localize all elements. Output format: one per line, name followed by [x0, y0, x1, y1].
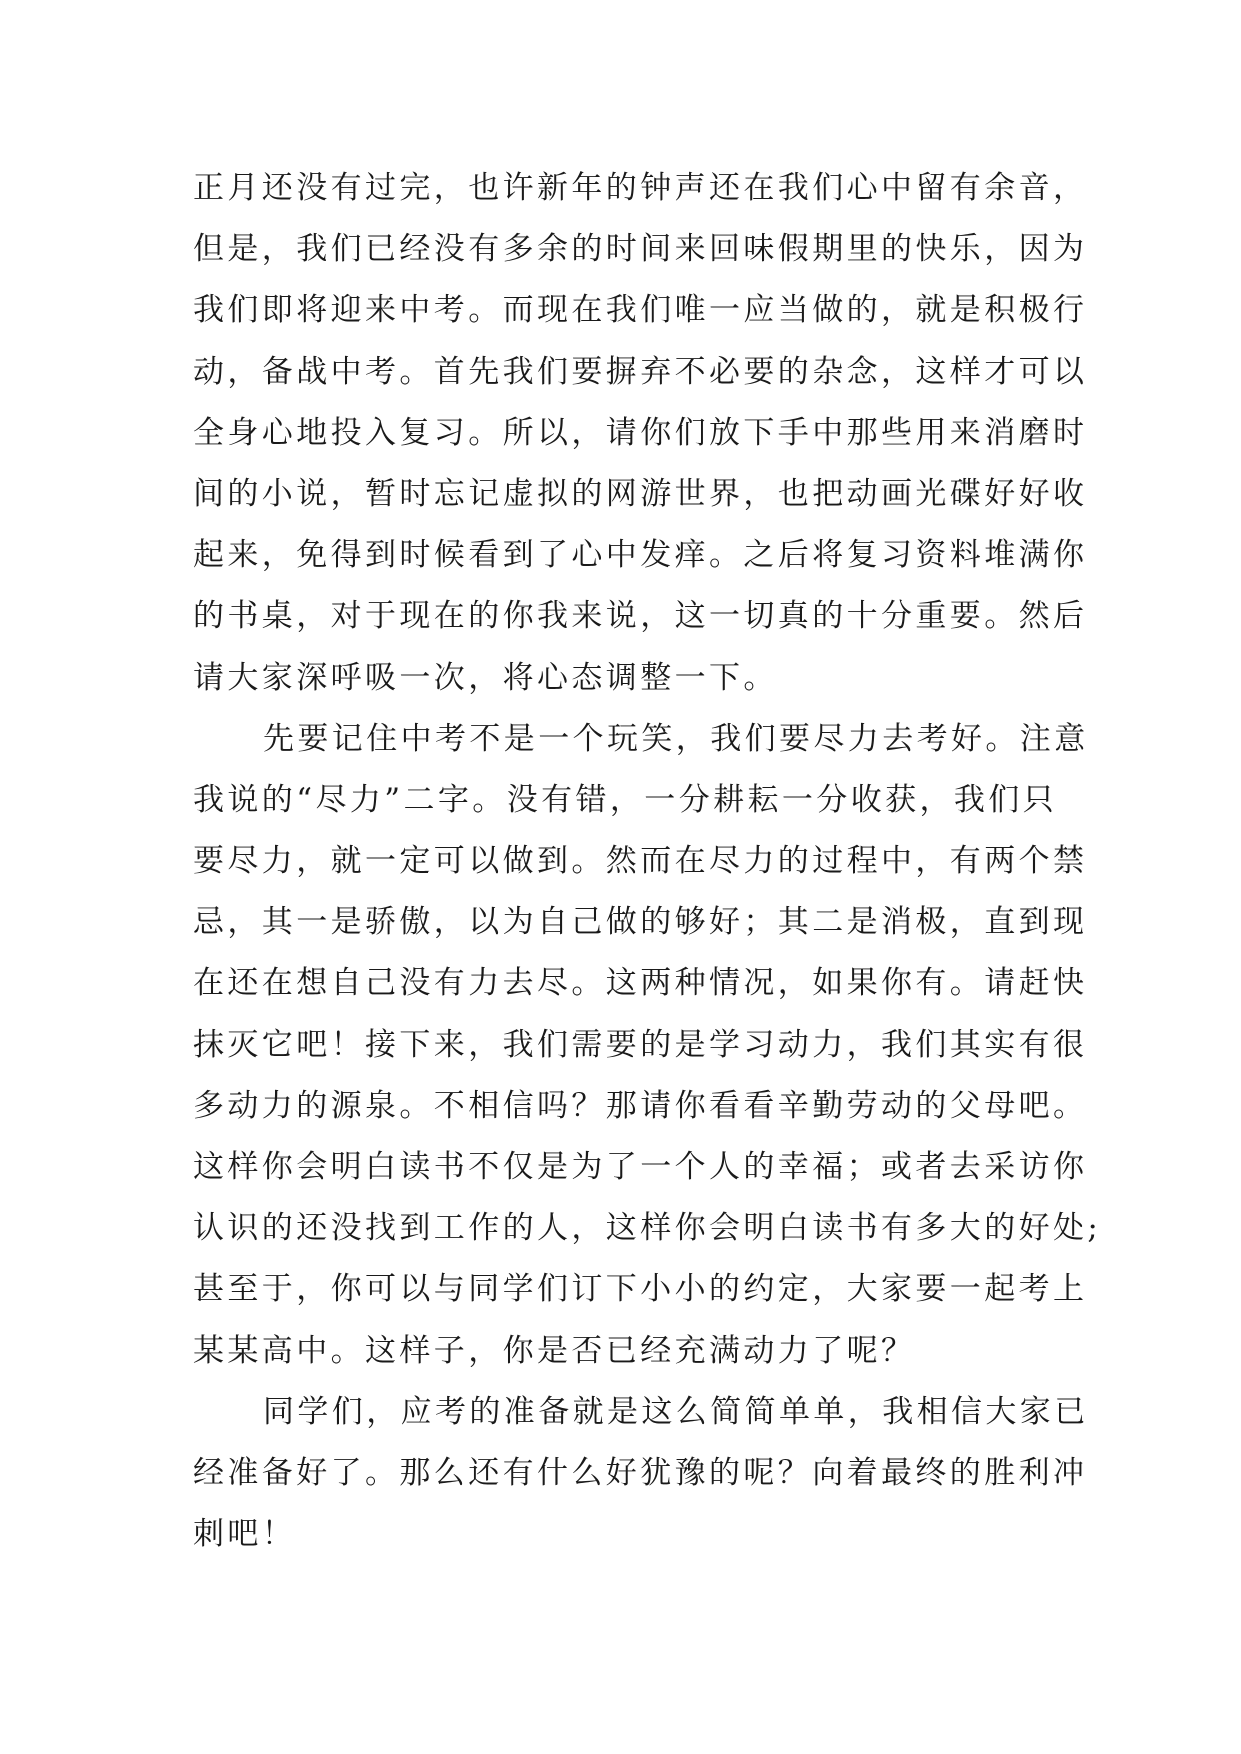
text-line: 起来，免得到时候看到了心中发痒。之后将复习资料堆满你 — [193, 537, 1088, 574]
text-line: 抹灭它吧！接下来，我们需要的是学习动力，我们其实有很 — [193, 1026, 1088, 1063]
text-line: 刺吧！ — [193, 1516, 297, 1553]
text-line: 的书桌，对于现在的你我来说，这一切真的十分重要。然后 — [193, 598, 1088, 635]
text-line: 这样你会明白读书不仅是为了一个人的幸福；或者去采访你 — [193, 1149, 1088, 1185]
text-line: 忌，其一是骄傲，以为自己做的够好；其二是消极，直到现 — [193, 904, 1088, 941]
body-text — [193, 158, 1102, 1565]
text-line: 多动力的源泉。不相信吗？那请你看看辛勤劳动的父母吧。 — [193, 1087, 1088, 1124]
text-line: 在还在想自己没有力去尽。这两种情况，如果你有。请赶快 — [193, 965, 1088, 1002]
text-line: 正月还没有过完，也许新年的钟声还在我们心中留有余音， — [193, 170, 1088, 206]
paragraph-start-line: 先要记住中考不是一个玩笑，我们要尽力去考好。注意 — [263, 720, 1089, 757]
text-line: 间的小说，暂时忘记虚拟的网游世界，也把动画光碟好好收 — [193, 475, 1088, 512]
text-line: 经准备好了。那么还有什么好犹豫的呢？向着最终的胜利冲 — [193, 1454, 1088, 1491]
text-line: 但是，我们已经没有多余的时间来回味假期里的快乐，因为 — [193, 231, 1088, 268]
text-line: 我们即将迎来中考。而现在我们唯一应当做的，就是积极行 — [193, 292, 1088, 329]
text-line: 全身心地投入复习。所以，请你们放下手中那些用来消磨时 — [193, 414, 1088, 451]
text-line: 某某高中。这样子，你是否已经充满动力了呢？ — [193, 1332, 916, 1369]
text-line: 请大家深呼吸一次，将心态调整一下。 — [193, 659, 778, 696]
text-line: 我说的“尽力”二字。没有错，一分耕耘一分收获，我们只 — [193, 781, 1058, 818]
text-line: 动，备战中考。首先我们要摒弃不必要的杂念，这样才可以 — [193, 353, 1088, 390]
paragraph-start-line: 同学们，应考的准备就是这么简简单单，我相信大家已 — [263, 1393, 1089, 1430]
text-line: 认识的还没找到工作的人，这样你会明白读书有多大的好处; — [193, 1210, 1102, 1247]
text-line: 甚至于，你可以与同学们订下小小的约定，大家要一起考上 — [193, 1271, 1088, 1308]
text-line: 要尽力，就一定可以做到。然而在尽力的过程中，有两个禁 — [193, 843, 1088, 880]
